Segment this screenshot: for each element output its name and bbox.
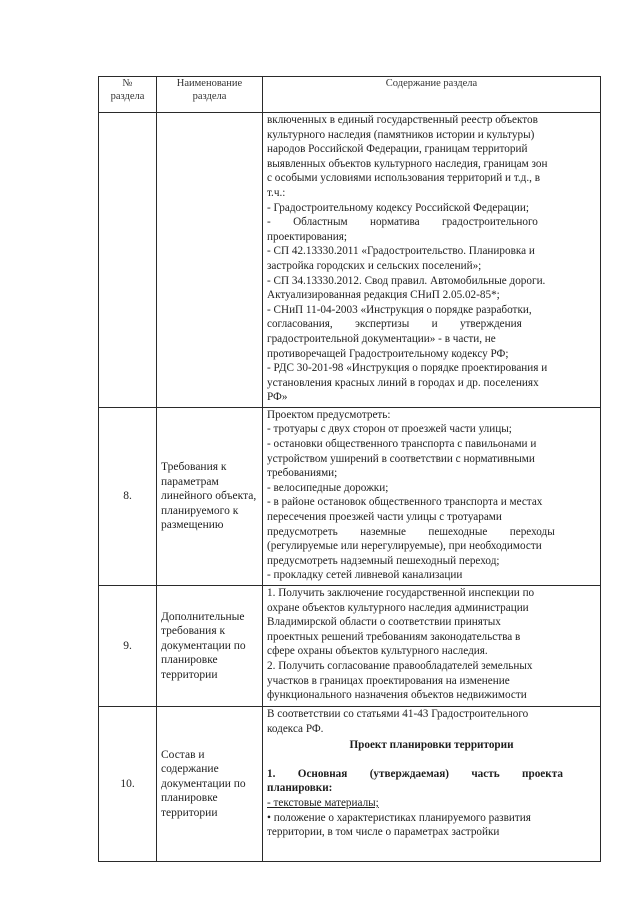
name-line: линейного объекта,: [161, 490, 257, 503]
text-line: - СП 42.13330.2011 «Градостроительство. Планировка и: [267, 245, 535, 258]
header-number-line1: №: [122, 78, 133, 89]
text-line: культурного наследия (памятников истории и культуры): [267, 128, 535, 141]
name-line: планируемого к: [161, 504, 239, 517]
text-line: согласования, экспертизы и утверждения: [267, 318, 522, 331]
text-line: функционального назначения объектов недвижимости: [267, 689, 527, 702]
text-line: пересечения проезжей части улицы с тротуарами: [267, 511, 502, 524]
row-8-name: [157, 407, 263, 585]
text-line: охране объектов культурного наследия администрации: [267, 601, 529, 614]
text-line: территории, в том числе о параметрах застройки: [267, 826, 500, 839]
name-line: Дополнительные: [161, 610, 245, 623]
text-line: Проектом предусмотреть:: [267, 408, 391, 421]
name-line: размещению: [161, 519, 224, 532]
text-line: - прокладку сетей ливневой канализации: [267, 569, 463, 582]
text-line: противоречащей Градостроительному кодексу РФ;: [267, 347, 509, 360]
table-row-9: [99, 586, 601, 707]
text-line: с особыми условиями использования территорий и т.д., в: [267, 172, 541, 185]
row-10-name: [157, 707, 263, 862]
row-10-number: 10.: [99, 707, 157, 862]
text-line: 1. Получить заключение государственной инспекции по: [267, 587, 535, 599]
row-8-number: 8.: [99, 407, 157, 585]
text-line: РФ»: [267, 391, 288, 404]
name-line: документации по: [161, 777, 246, 790]
row-continued-number: [99, 113, 157, 408]
header-number: [99, 77, 157, 113]
blank-line: [267, 753, 596, 767]
text-line: 1. Основная (утверждаемая) часть проекта: [267, 767, 563, 780]
row-continued-content: [263, 113, 601, 408]
row-continued-name: [157, 113, 263, 408]
header-name-line1: Наименование: [176, 78, 243, 89]
name-line: параметрам: [161, 475, 219, 488]
text-line: планировки:: [267, 782, 333, 795]
text-line: - РДС 30-201-98 «Инструкция о порядке проектирования и: [267, 362, 548, 375]
header-name-line2: раздела: [192, 91, 227, 102]
name-line: требования к: [161, 625, 226, 638]
text-line: застройка городских и сельских поселений»;: [267, 259, 482, 272]
text-line: Актуализированная редакция СНиП 2.05.02-85*;: [267, 289, 500, 302]
name-line: планировке: [161, 654, 218, 667]
text-line: - в районе остановок общественного транспорта и местах: [267, 496, 543, 509]
table-row-8: [99, 407, 601, 585]
text-line: - СП 34.13330.2012. Свод правил. Автомобильные дороги.: [267, 274, 546, 287]
text-line: - велосипедные дорожки;: [267, 481, 389, 494]
subheading: - текстовые материалы;: [267, 796, 379, 809]
text-line: проектных решений требованиям законодательства в: [267, 630, 521, 643]
text-line: - тротуары с двух сторон от проезжей части улицы;: [267, 423, 512, 436]
table-row-continued: [99, 113, 601, 408]
text-line: (регулируемые или нерегулируемые), при необходимости: [267, 540, 542, 553]
name-line: территории: [161, 806, 218, 819]
table-header-row: [99, 77, 601, 113]
text-line: выявленных объектов культурного наследия, границам зон: [267, 157, 548, 170]
text-line: • положение о характеристиках планируемого развития: [267, 811, 531, 824]
text-line: 2. Получить согласование правообладателей земельных: [267, 659, 533, 672]
name-line: содержание: [161, 763, 219, 776]
section-heading: Проект планировки территории: [349, 739, 514, 752]
text-line: градостроительной документации» - в части, не: [267, 332, 496, 345]
header-number-line2: раздела: [110, 91, 145, 102]
text-line: - Областным норматива градостроительного: [267, 216, 538, 229]
text-line: народов Российской Федерации, границам территорий: [267, 143, 528, 156]
row-8-content: [263, 407, 601, 585]
text-line: сфере охраны объектов культурного наследия.: [267, 645, 488, 658]
name-line: территории: [161, 668, 218, 681]
text-line: - Градостроительному кодексу Российской Федерации;: [267, 201, 529, 214]
text-line: требованиями;: [267, 467, 338, 480]
text-line: участков в границах проектирования на изменение: [267, 674, 510, 687]
name-line: Состав и: [161, 748, 205, 761]
text-line: - СНиП 11-04-2003 «Инструкция о порядке разработки,: [267, 303, 532, 316]
text-line: В соответствии со статьями 41-43 Градостроительного: [267, 708, 529, 720]
text-line: проектирования;: [267, 230, 347, 243]
row-10-content: [263, 707, 601, 862]
text-line: т.ч.:: [267, 186, 286, 199]
name-line: Требования к: [161, 461, 227, 474]
text-line: - остановки общественного транспорта с павильонами и: [267, 438, 537, 451]
text-line: кодекса РФ.: [267, 722, 324, 735]
planning-requirements-table: [98, 76, 601, 862]
name-line: документации по: [161, 639, 246, 652]
row-9-number: 9.: [99, 586, 157, 707]
header-name: [157, 77, 263, 113]
text-line: установления красных линий в городах и др. поселениях: [267, 376, 539, 389]
text-line: предусмотреть наземные пешеходные переходы: [267, 525, 555, 538]
header-content: Содержание раздела: [263, 77, 601, 113]
row-9-name: [157, 586, 263, 707]
text-line: включенных в единый государственный реестр объектов: [267, 114, 538, 126]
text-line: Владимирской области о соответствии принятых: [267, 616, 501, 629]
row-9-content: [263, 586, 601, 707]
text-line: устройством уширений в соответствии с нормативными: [267, 452, 535, 465]
text-line: предусмотреть надземный пешеходный переход;: [267, 554, 500, 567]
name-line: планировке: [161, 792, 218, 805]
table-row-10: [99, 707, 601, 862]
